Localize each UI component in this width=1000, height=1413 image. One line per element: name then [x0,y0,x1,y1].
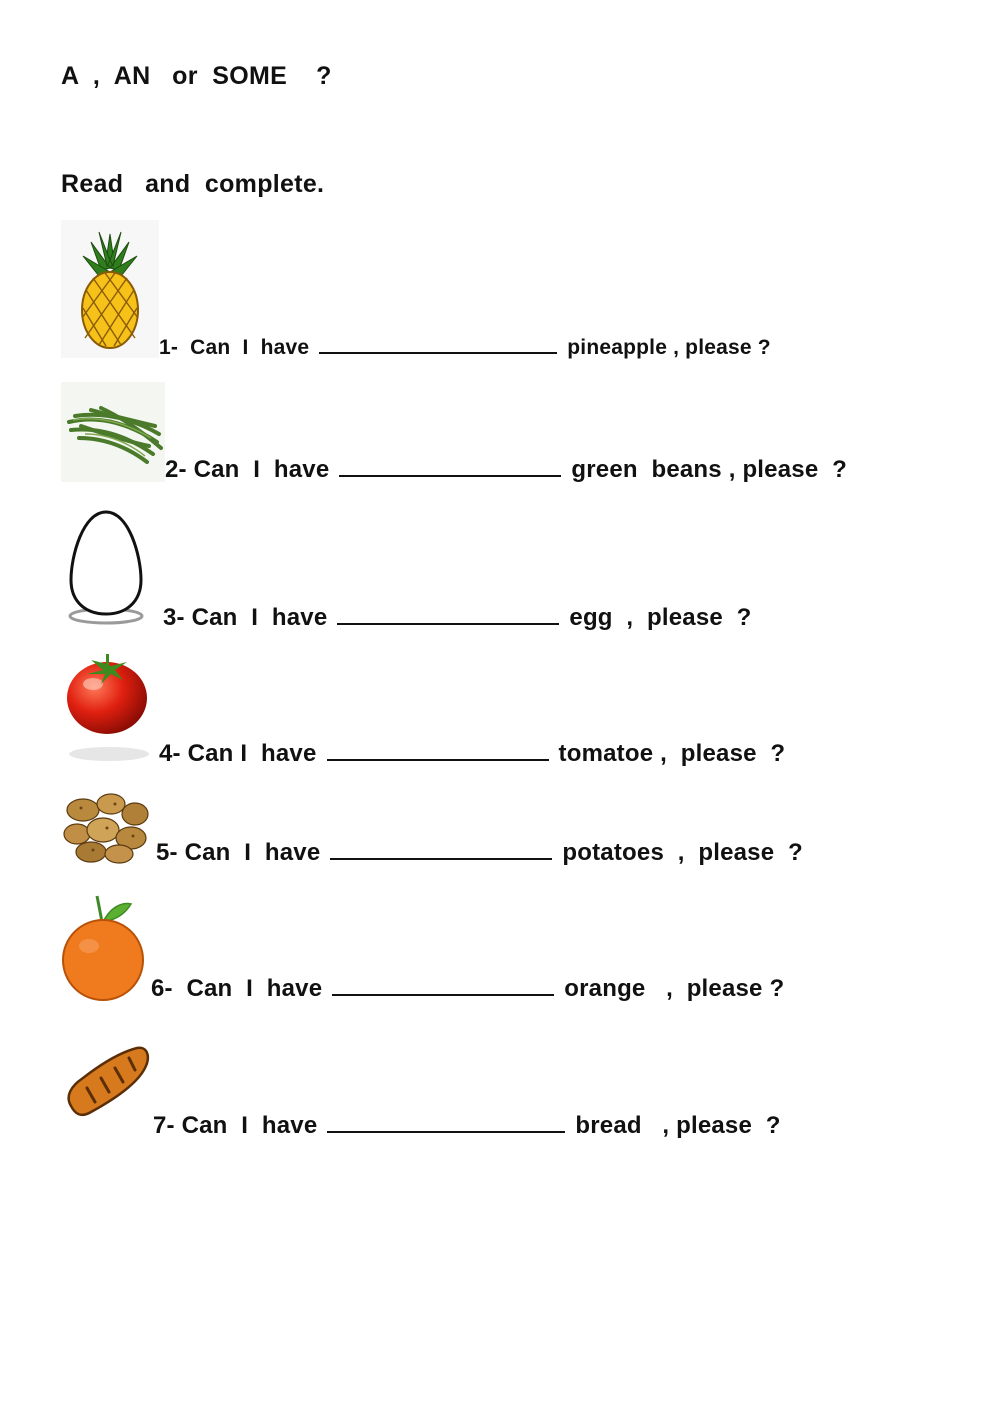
question-line-1 [159,336,771,360]
question-end: orange , please ? [564,975,785,1002]
question-line-4 [159,740,785,768]
bread-icon [61,1026,151,1138]
potatoes-icon [61,788,149,866]
tomato-icon [61,652,157,764]
question-line-6 [151,975,784,1003]
question-text: 7- Can I have [153,1112,318,1139]
green-beans-icon [61,382,165,482]
question-line-5 [156,839,803,867]
worksheet-title: A , AN or SOME ? [61,62,332,90]
answer-blank[interactable] [339,474,561,477]
question-line-7 [153,1112,781,1140]
question-text: 1- Can I have [159,336,310,359]
worksheet-instruction: Read and complete. [61,170,325,198]
answer-blank[interactable] [330,857,552,860]
question-end: egg , please ? [569,604,752,631]
question-text: 4- Can I have [159,740,317,767]
question-end: tomatoe , please ? [558,740,786,767]
question-line-3 [163,604,752,632]
answer-blank[interactable] [332,993,554,996]
question-line-2 [165,456,847,484]
question-end: potatoes , please ? [562,839,803,866]
answer-blank[interactable] [327,758,549,761]
egg-icon [61,506,147,628]
question-text: 3- Can I have [163,604,328,631]
question-text: 2- Can I have [165,456,330,483]
question-end: bread , please ? [575,1112,781,1139]
pineapple-icon [61,220,159,358]
answer-blank[interactable] [337,622,559,625]
question-text: 6- Can I have [151,975,323,1002]
question-text: 5- Can I have [156,839,321,866]
answer-blank[interactable] [319,351,557,354]
answer-blank[interactable] [327,1130,565,1133]
question-end: green beans , please ? [571,456,847,483]
orange-icon [61,888,145,1002]
question-end: pineapple , please ? [567,336,771,359]
